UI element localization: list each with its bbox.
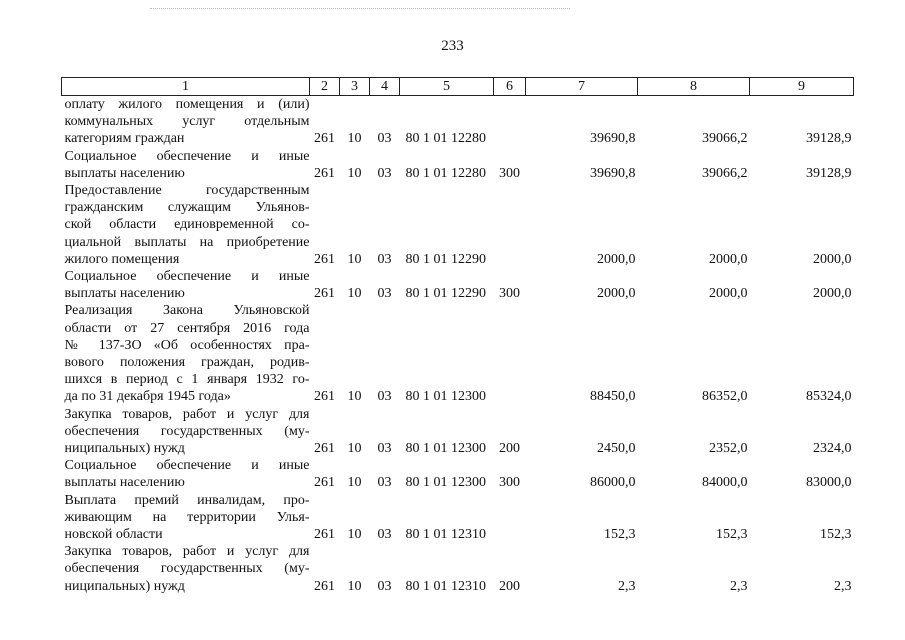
description-line: Закупка товаров, работ и услуг для <box>64 406 310 422</box>
description-line: обеспечения государственных (му- <box>64 423 310 439</box>
table-row <box>62 406 854 458</box>
target-article-code: 80 1 01 12290 <box>405 251 486 267</box>
amount-col-9: 39128,9 <box>806 131 852 147</box>
row-description <box>62 457 310 491</box>
table-header-row <box>62 78 854 96</box>
target-article-code: 80 1 01 12280 <box>405 165 486 181</box>
admin-code: 261 <box>314 527 335 543</box>
row-description <box>62 492 310 544</box>
amount-col-9: 85324,0 <box>806 389 852 405</box>
amount-col-9: 39128,9 <box>806 165 852 181</box>
section-code: 10 <box>347 389 362 405</box>
description-line: Предоставление государственным <box>64 183 310 199</box>
subsection-code: 03 <box>377 527 392 543</box>
table-row <box>62 543 854 595</box>
table-row <box>62 302 854 405</box>
amount-col-8: 2000,0 <box>709 251 748 267</box>
table-body <box>62 96 854 595</box>
description-line: области от 27 сентября 2016 года <box>64 320 310 336</box>
amount-col-7: 39690,8 <box>590 131 636 147</box>
amount-col-8: 152,3 <box>716 527 748 543</box>
amount-col-9: 152,3 <box>820 527 852 543</box>
amount-col-9: 83000,0 <box>806 475 852 491</box>
amount-col-8: 2352,0 <box>709 441 748 457</box>
row-description <box>62 268 310 302</box>
subsection-code: 03 <box>377 441 392 457</box>
target-article-code: 80 1 01 12300 <box>405 389 486 405</box>
amount-col-8: 2,3 <box>730 578 748 594</box>
description-line: выплаты населению <box>64 286 185 302</box>
amount-col-8: 86352,0 <box>702 389 748 405</box>
amount-col-7: 88450,0 <box>590 389 636 405</box>
expense-type-code: 300 <box>499 165 520 181</box>
expense-type-code: 300 <box>499 475 520 491</box>
subsection-code: 03 <box>377 251 392 267</box>
row-description <box>62 302 310 405</box>
subsection-code: 03 <box>377 578 392 594</box>
expense-type-code <box>494 182 526 268</box>
section-code: 10 <box>347 527 362 543</box>
target-article-code: 80 1 01 12300 <box>405 441 486 457</box>
description-line: жилого помещения <box>64 251 180 267</box>
table-row <box>62 182 854 268</box>
description-line: ской области единовременной со- <box>64 217 310 233</box>
target-article-code: 80 1 01 12280 <box>405 131 486 147</box>
description-line: № 137-ЗО «Об особенностях пра- <box>64 337 310 353</box>
table-row <box>62 148 854 182</box>
section-code: 10 <box>347 578 362 594</box>
column-header: 9 <box>750 78 854 96</box>
admin-code: 261 <box>314 286 335 302</box>
section-code: 10 <box>347 131 362 147</box>
description-line: оплату жилого помещения и (или) <box>64 97 310 112</box>
row-description <box>62 96 310 148</box>
amount-col-8: 39066,2 <box>702 131 748 147</box>
subsection-code: 03 <box>377 475 392 491</box>
budget-table <box>61 77 854 595</box>
description-line: вового положения граждан, родив- <box>64 355 310 371</box>
admin-code: 261 <box>314 389 335 405</box>
description-line: категориям граждан <box>64 131 185 147</box>
subsection-code: 03 <box>377 165 392 181</box>
admin-code: 261 <box>314 131 335 147</box>
section-code: 10 <box>347 441 362 457</box>
description-line: гражданским служащим Ульянов- <box>64 200 310 216</box>
target-article-code: 80 1 01 12290 <box>405 286 486 302</box>
amount-col-7: 2,3 <box>618 578 636 594</box>
description-line: обеспечения государственных (му- <box>64 561 310 577</box>
column-header: 7 <box>526 78 638 96</box>
amount-col-9: 2324,0 <box>813 441 852 457</box>
row-description <box>62 148 310 182</box>
scan-artifact <box>150 8 570 11</box>
description-line: выплаты населению <box>64 475 185 491</box>
description-line: новской области <box>64 527 163 543</box>
amount-col-7: 152,3 <box>604 527 636 543</box>
amount-col-7: 39690,8 <box>590 165 636 181</box>
amount-col-8: 2000,0 <box>709 286 748 302</box>
table-row <box>62 268 854 302</box>
page-number: 233 <box>441 38 464 54</box>
description-line: Закупка товаров, работ и услуг для <box>64 544 310 560</box>
row-description <box>62 406 310 458</box>
amount-col-9: 2,3 <box>834 578 852 594</box>
amount-col-7: 2450,0 <box>597 441 636 457</box>
expense-type-code <box>494 492 526 544</box>
section-code: 10 <box>347 475 362 491</box>
section-code: 10 <box>347 165 362 181</box>
amount-col-9: 2000,0 <box>813 251 852 267</box>
expense-type-code: 200 <box>499 441 520 457</box>
column-header: 2 <box>310 78 340 96</box>
target-article-code: 80 1 01 12300 <box>405 475 486 491</box>
description-line: коммунальных услуг отдельным <box>64 114 310 130</box>
column-header: 3 <box>340 78 370 96</box>
target-article-code: 80 1 01 12310 <box>405 527 486 543</box>
description-line: Социальное обеспечение и иные <box>64 458 310 474</box>
amount-col-8: 39066,2 <box>702 165 748 181</box>
subsection-code: 03 <box>377 286 392 302</box>
amount-col-7: 86000,0 <box>590 475 636 491</box>
description-line: да по 31 декабря 1945 года» <box>64 389 231 405</box>
expense-type-code <box>494 302 526 405</box>
column-header: 6 <box>494 78 526 96</box>
amount-col-8: 84000,0 <box>702 475 748 491</box>
column-header: 4 <box>370 78 400 96</box>
admin-code: 261 <box>314 165 335 181</box>
subsection-code: 03 <box>377 131 392 147</box>
expense-type-code <box>494 96 526 148</box>
expense-type-code: 300 <box>499 286 520 302</box>
description-line: живающим на территории Улья- <box>64 509 310 525</box>
section-code: 10 <box>347 251 362 267</box>
column-header: 5 <box>400 78 494 96</box>
table-row <box>62 457 854 491</box>
amount-col-9: 2000,0 <box>813 286 852 302</box>
column-header: 8 <box>638 78 750 96</box>
expense-type-code: 200 <box>499 578 520 594</box>
amount-col-7: 2000,0 <box>597 286 636 302</box>
description-line: выплаты населению <box>64 165 185 181</box>
description-line: ниципальных) нужд <box>64 441 185 457</box>
admin-code: 261 <box>314 251 335 267</box>
admin-code: 261 <box>314 475 335 491</box>
description-line: шихся в период с 1 января 1932 го- <box>64 372 310 388</box>
description-line: Реализация Закона Ульяновской <box>64 303 310 319</box>
description-line: Выплата премий инвалидам, про- <box>64 492 310 508</box>
description-line: Социальное обеспечение и иные <box>64 269 310 285</box>
table-row <box>62 492 854 544</box>
row-description <box>62 543 310 595</box>
description-line: ниципальных) нужд <box>64 578 185 594</box>
admin-code: 261 <box>314 578 335 594</box>
table-row <box>62 96 854 148</box>
target-article-code: 80 1 01 12310 <box>405 578 486 594</box>
section-code: 10 <box>347 286 362 302</box>
amount-col-7: 2000,0 <box>597 251 636 267</box>
description-line: Социальное обеспечение и иные <box>64 148 310 164</box>
column-header: 1 <box>62 78 310 96</box>
description-line: циальной выплаты на приобретение <box>64 234 310 250</box>
subsection-code: 03 <box>377 389 392 405</box>
row-description <box>62 182 310 268</box>
admin-code: 261 <box>314 441 335 457</box>
